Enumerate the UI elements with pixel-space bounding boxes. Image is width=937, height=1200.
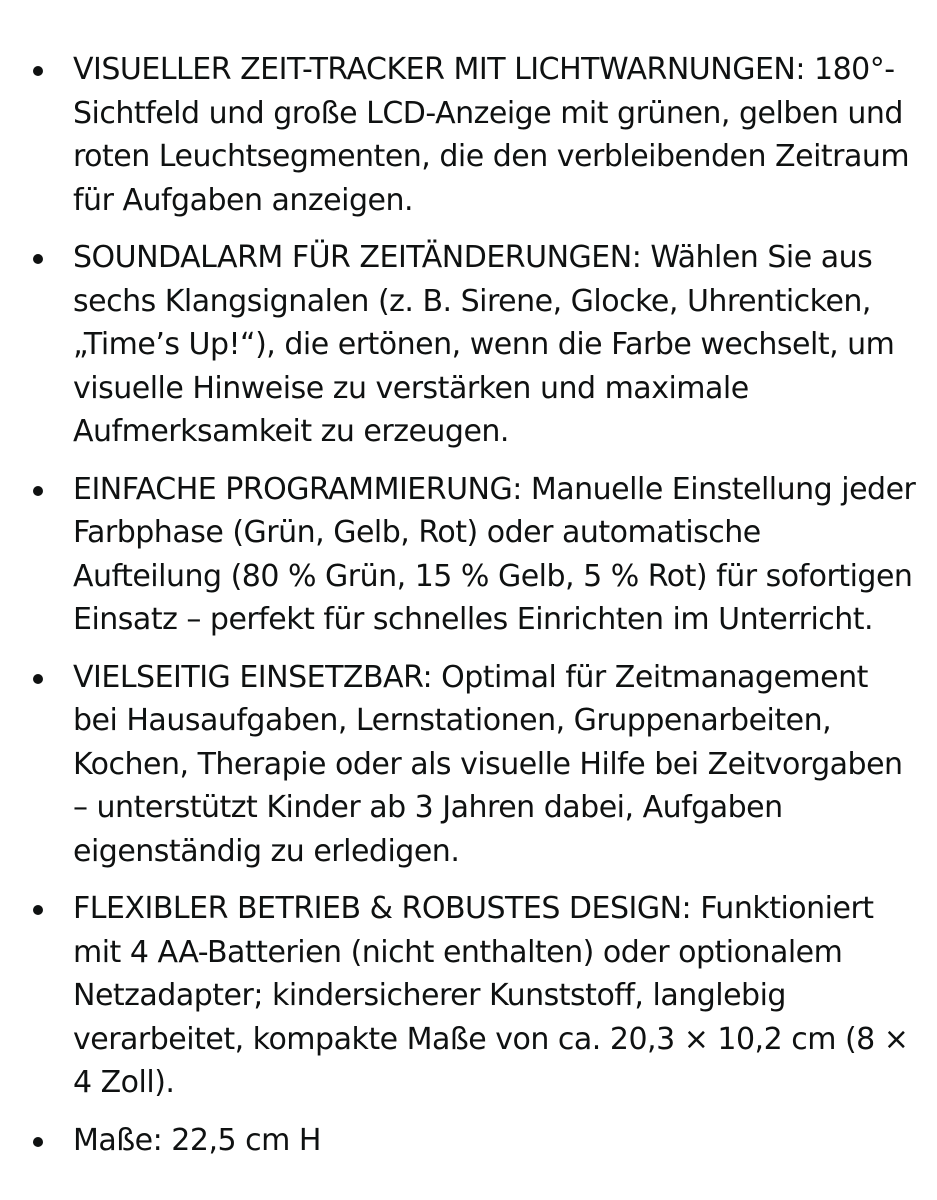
feature-bullet-dimensions <box>0 1119 937 1163</box>
bullet-text: SOUNDALARM FÜR ZEITÄNDERUNGEN: Wählen Sie aus sechs Klangsignalen (z. B. Sirene, Glocke, Uhrenticken, „Time’s Up!“), die ertönen, wenn die Farbe wechselt, um visuelle Hinweise zu verstärken und maximale Aufmerksamkeit zu erzeugen. <box>73 240 895 449</box>
bullet-text: FLEXIBLER BETRIEB & ROBUSTES DESIGN: Funktioniert mit 4 AA-Batterien (nicht enthalten) oder optionalem Netzadapter; kindersicherer Kunststoff, langlebig verarbeitet, kompakte Maße von ca. 20,3 × 10,2 cm (8 × 4 Zoll). <box>73 891 909 1100</box>
feature-bullet-versatile <box>0 656 937 874</box>
feature-bullet-visual-tracker <box>0 48 937 222</box>
bullet-dot-icon <box>33 486 43 496</box>
bullet-dot-icon <box>33 254 43 264</box>
feature-bullet-sound-alarm <box>0 236 937 454</box>
bullet-dot-icon <box>33 905 43 915</box>
bullet-dot-icon <box>33 66 43 76</box>
bullet-text: EINFACHE PROGRAMMIERUNG: Manuelle Einstellung jeder Farbphase (Grün, Gelb, Rot) oder automatische Aufteilung (80 % Grün, 15 % Gelb, 5 % Rot) für sofortigen Einsatz – perfekt für schnelles Einrichten im Unterricht. <box>73 471 916 637</box>
feature-bullet-list <box>0 48 937 1176</box>
feature-bullet-design <box>0 887 937 1105</box>
bullet-dot-icon <box>33 674 43 684</box>
bullet-text: Maße: 22,5 cm H <box>73 1122 321 1158</box>
bullet-dot-icon <box>33 1137 43 1147</box>
bullet-text: VIELSEITIG EINSETZBAR: Optimal für Zeitmanagement bei Hausaufgaben, Lernstationen, Gruppenarbeiten, Kochen, Therapie oder als visuelle Hilfe bei Zeitvorgaben – unterstützt Kinder ab 3 Jahren dabei, Aufgaben eigenständig zu erledigen. <box>73 659 903 869</box>
bullet-text: VISUELLER ZEIT-TRACKER MIT LICHTWARNUNGEN: 180°-Sichtfeld und große LCD-Anzeige mit grünen, gelben und roten Leuchtsegmenten, die den verbleibenden Zeitraum für Aufgaben anzeigen. <box>73 52 910 218</box>
feature-bullet-programming <box>0 468 937 642</box>
